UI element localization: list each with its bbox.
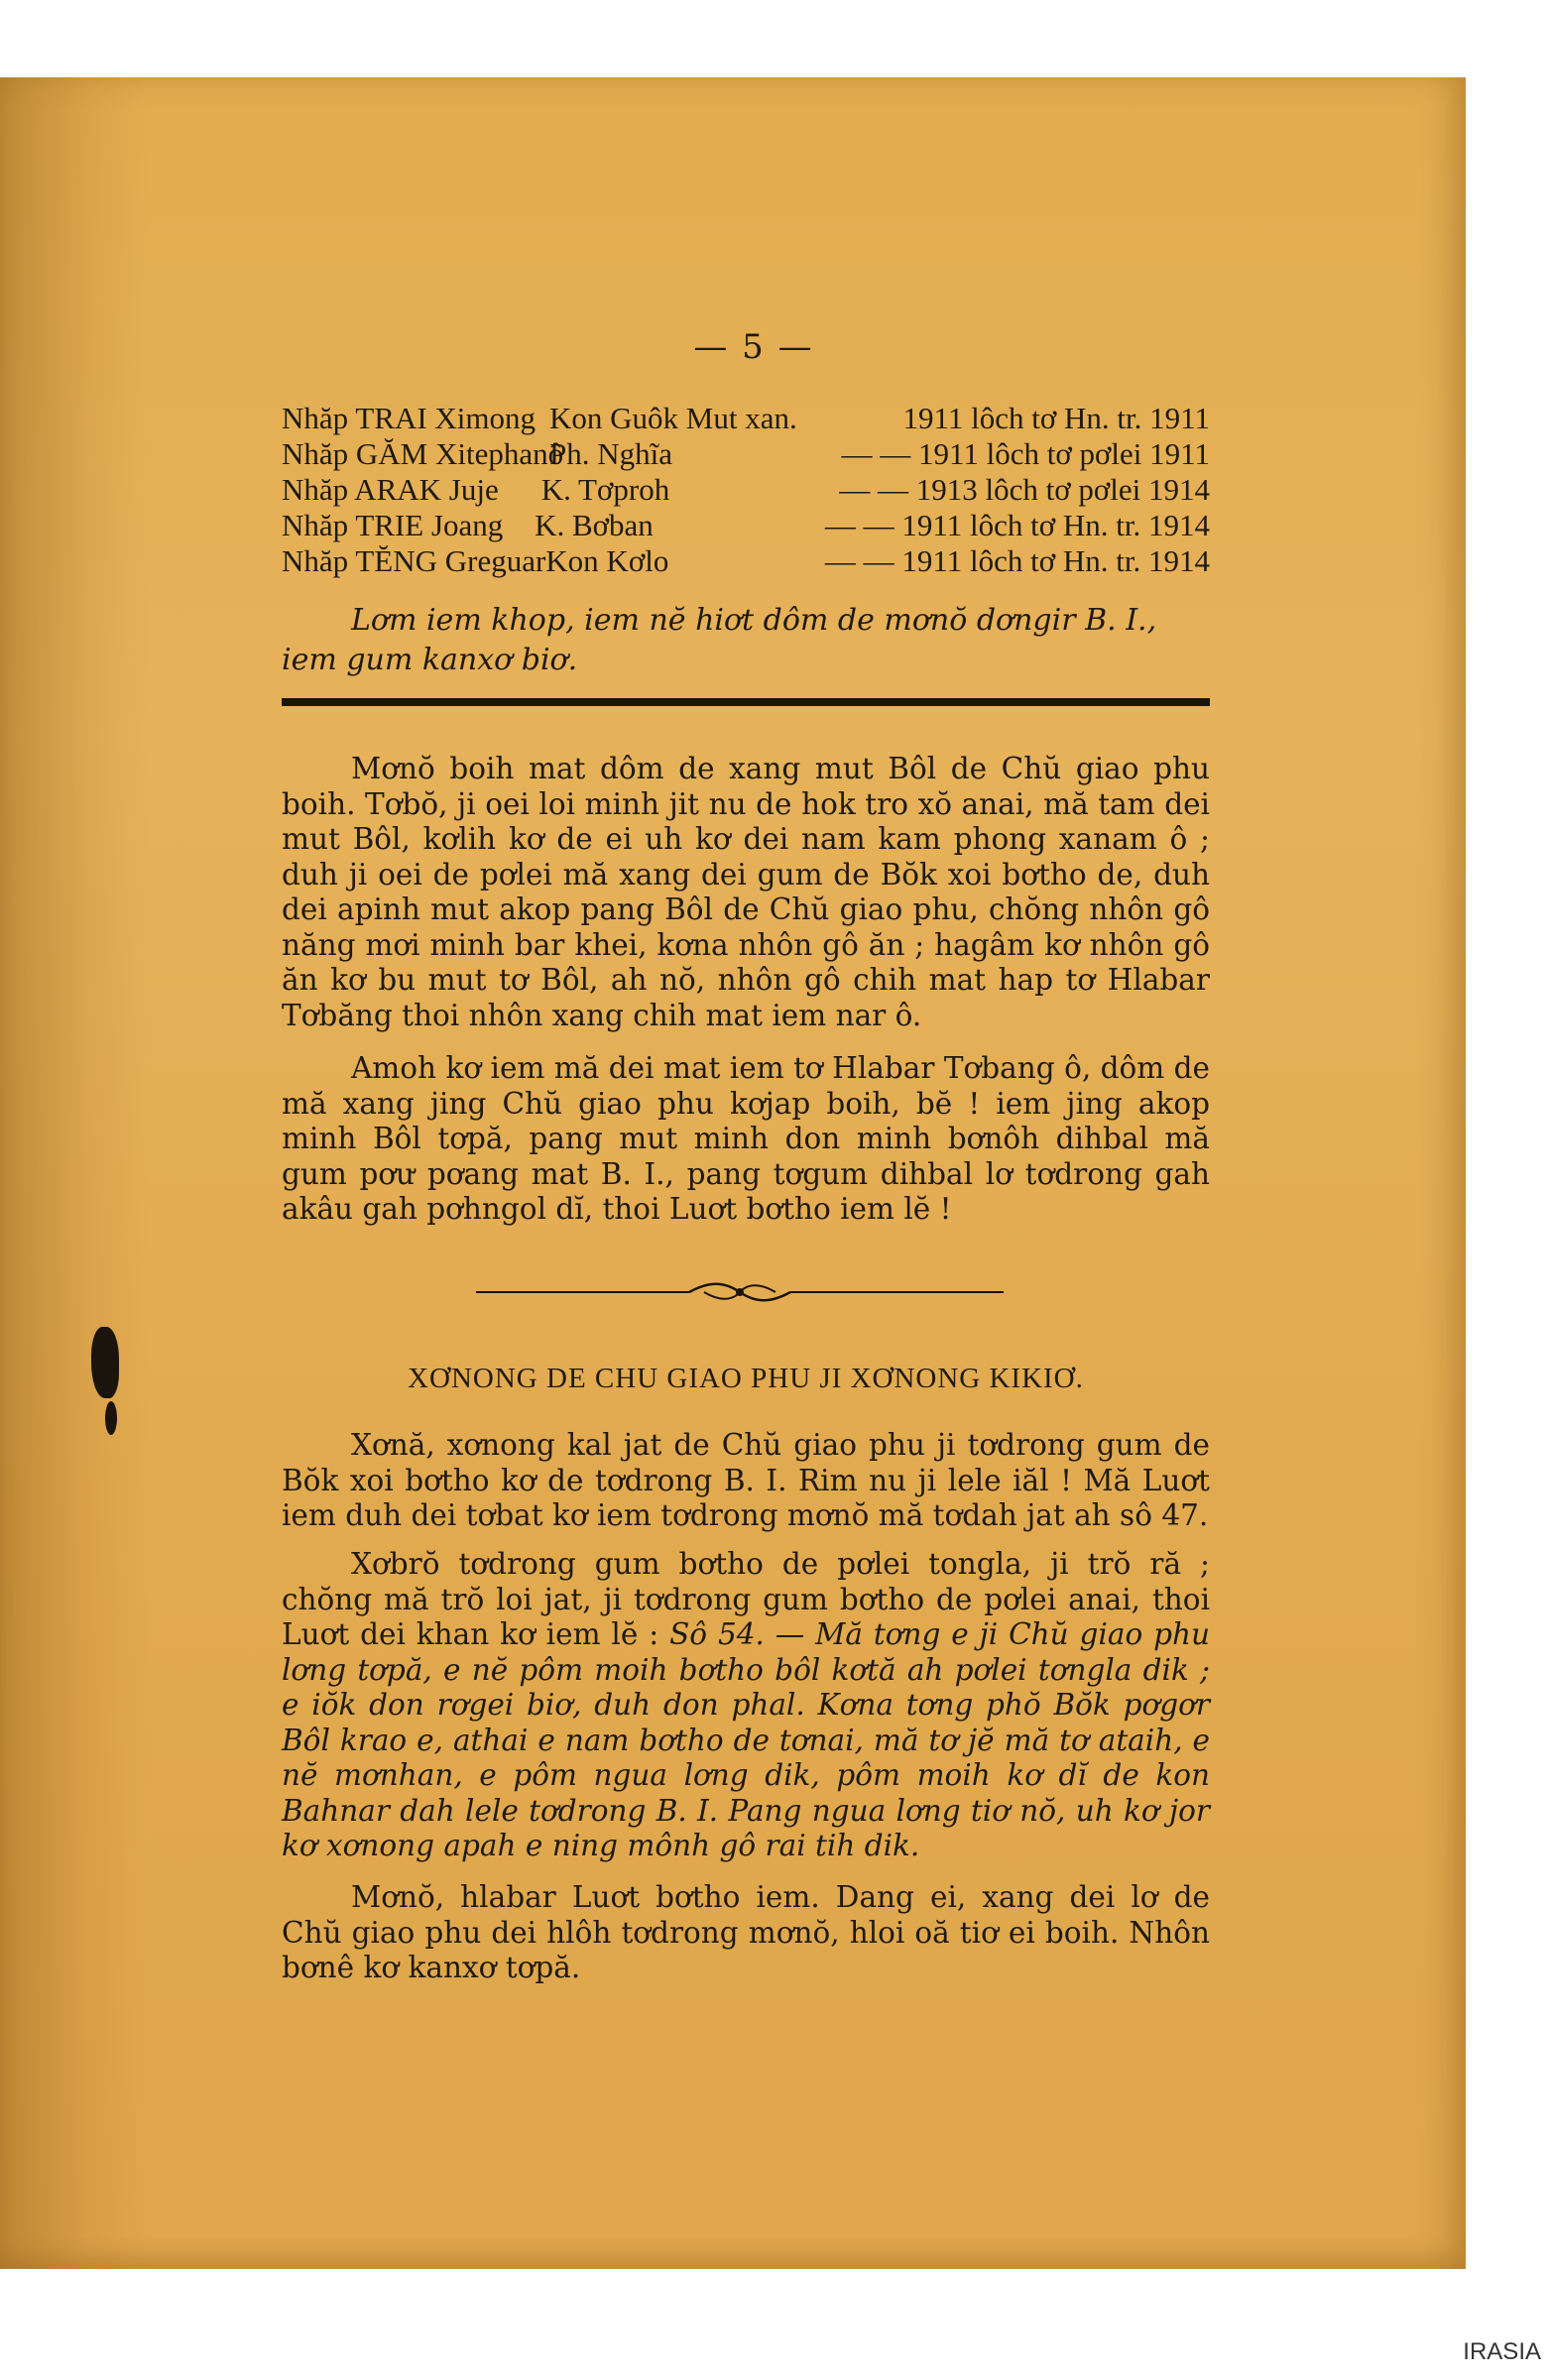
- roster-record: — — 1911 lôch tơ Hn. tr. 1914: [824, 508, 1210, 542]
- roster-row: [282, 472, 1210, 508]
- paragraph-text: Xơnă, xơnong kal jat de Chŭ giao phu ji tơdrong gum de Bŏk xoi bơtho kơ de tơdrong B. I. Rim nu ji lele iăl ! Mă Luơt iem duh dei tơbat kơ iem tơdrong mơnŏ mă tơdah jat ah sô 47.: [282, 1428, 1210, 1532]
- roster-name: Nhăp TRIE Joang: [282, 508, 504, 542]
- paragraph-text: Mơnŏ, hlabar Luơt bơtho iem. Dang ei, xang dei lơ de Chŭ giao phu dei hlôh tơdrong mơnŏ, hloi oă tiơ ei boih. Nhôn bơnê kơ kanxơ tơpă.: [282, 1880, 1210, 1984]
- roster-village: Kon Kơlo: [545, 543, 669, 578]
- roster-village: K. Tơproh: [540, 472, 670, 507]
- roster-name: Nhăp GĂM Xitephanô: [282, 436, 564, 471]
- italic-note: Lơm iem khop, iem nĕ hiơt dôm de mơnŏ dơngir B. I., iem gum kanxơ biơ.: [282, 603, 1157, 677]
- roster-row: [282, 508, 1210, 543]
- roster-name: Nhăp TĔNG Greguar: [282, 543, 546, 578]
- roster-record: — — 1913 lôch tơ pơlei 1914: [839, 472, 1210, 507]
- roster-record: 1911 lôch tơ Hn. tr. 1911: [902, 401, 1210, 435]
- roster-row: [282, 401, 1210, 436]
- roster-row: [282, 436, 1210, 472]
- roster-name: Nhăp TRAI Ximong: [282, 401, 537, 435]
- paragraph-quote: Sô 54. — Mă tơng e ji Chŭ giao phu lơng tơpă, e nĕ pôm moih bơtho bôl kơtă ah pơlei tơngla dik ; e iŏk don rơgei biơ, duh don phal. Kơna tơng phŏ Bŏk pơgơr Bôl krao e, athai e nam bơtho de tơnai, mă tơ jĕ mă tơ ataih, e nĕ mơnhan, e pôm ngua lơng dik, pôm moih kơ dĭ de kon Bahnar dah lele tơdrong B. I. Pang ngua lơng tiơ nŏ, uh kơ jor kơ xơnong apah e ning mônh gô rai tih dik.: [282, 1617, 1210, 1862]
- section-heading: XƠNONG DE CHU GIAO PHU JI XƠNONG KIKIƠ.: [408, 1363, 1084, 1394]
- paragraph-3: [282, 1428, 1210, 1542]
- ink-blot: [91, 1327, 119, 1398]
- page-number: — 5 —: [693, 327, 814, 367]
- paragraph-1: [282, 752, 1210, 1041]
- ink-blot-small: [105, 1401, 117, 1435]
- roster-village: Ph. Nghĩa: [549, 436, 672, 471]
- paragraph-text: Amoh kơ iem mă dei mat iem tơ Hlabar Tơbang ô, dôm de mă xang jing Chŭ giao phu kơjap boih, bĕ ! iem jing akop minh Bôl tơpă, pang mut minh don minh bơnôh dihbal mă gum pơư pơang mat B. I., pang tơgum dihbal lơ tơdrong gah akâu gah pơhngol dĭ, thoi Luơt bơtho iem lĕ !: [282, 1051, 1210, 1226]
- roster-village: Kon Guôk Mut xan.: [549, 401, 797, 435]
- ornament-divider: [476, 1277, 1004, 1307]
- roster-row: [282, 543, 1210, 579]
- paragraph-lead: Xơbrŏ tơdrong gum bơtho de pơlei tongla, ji trŏ ră ; chŏng mă trŏ loi jat, ji tơdrong gum bơtho de pơlei anai, thoi Luơt dei khan kơ iem lĕ :: [282, 1547, 1210, 1651]
- source-credit: IRASIA: [1463, 2338, 1541, 2365]
- roster-name: Nhăp ARAK Juje: [282, 472, 499, 507]
- section-divider: [282, 698, 1210, 706]
- paragraph-text: Mơnŏ boih mat dôm de xang mut Bôl de Chŭ giao phu boih. Tơbŏ, ji oei loi minh jit nu de hok tro xŏ anai, mă tam dei mut Bôl, kơlih kơ de ei uh kơ dei nam kam phong xanam ô ; duh ji oei de pơlei mă xang dei gum de Bŏk xoi bơtho de, duh dei apinh mut akop pang Bôl de Chŭ giao phu, chŏng nhôn gô năng mơi minh bar khei, kơna nhôn gô ăn ; hagâm kơ nhôn gô ăn kơ bu mut tơ Bôl, ah nŏ, nhôn gô chih mat hap tơ Hlabar Tơbăng thoi nhôn xang chih mat iem nar ô.: [282, 752, 1210, 1032]
- roster-table: [282, 401, 1210, 579]
- paragraph-text: [282, 1547, 1210, 1864]
- roster-record: — — 1911 lôch tơ Hn. tr. 1914: [824, 543, 1210, 578]
- roster-village: K. Bơban: [535, 508, 654, 542]
- paragraph-4: [282, 1547, 1210, 1872]
- roster-record: — — 1911 lôch tơ pơlei 1911: [841, 436, 1210, 471]
- paragraph-5: [282, 1880, 1210, 1994]
- paragraph-2: [282, 1051, 1210, 1236]
- page-spine-shadow: [0, 77, 149, 2269]
